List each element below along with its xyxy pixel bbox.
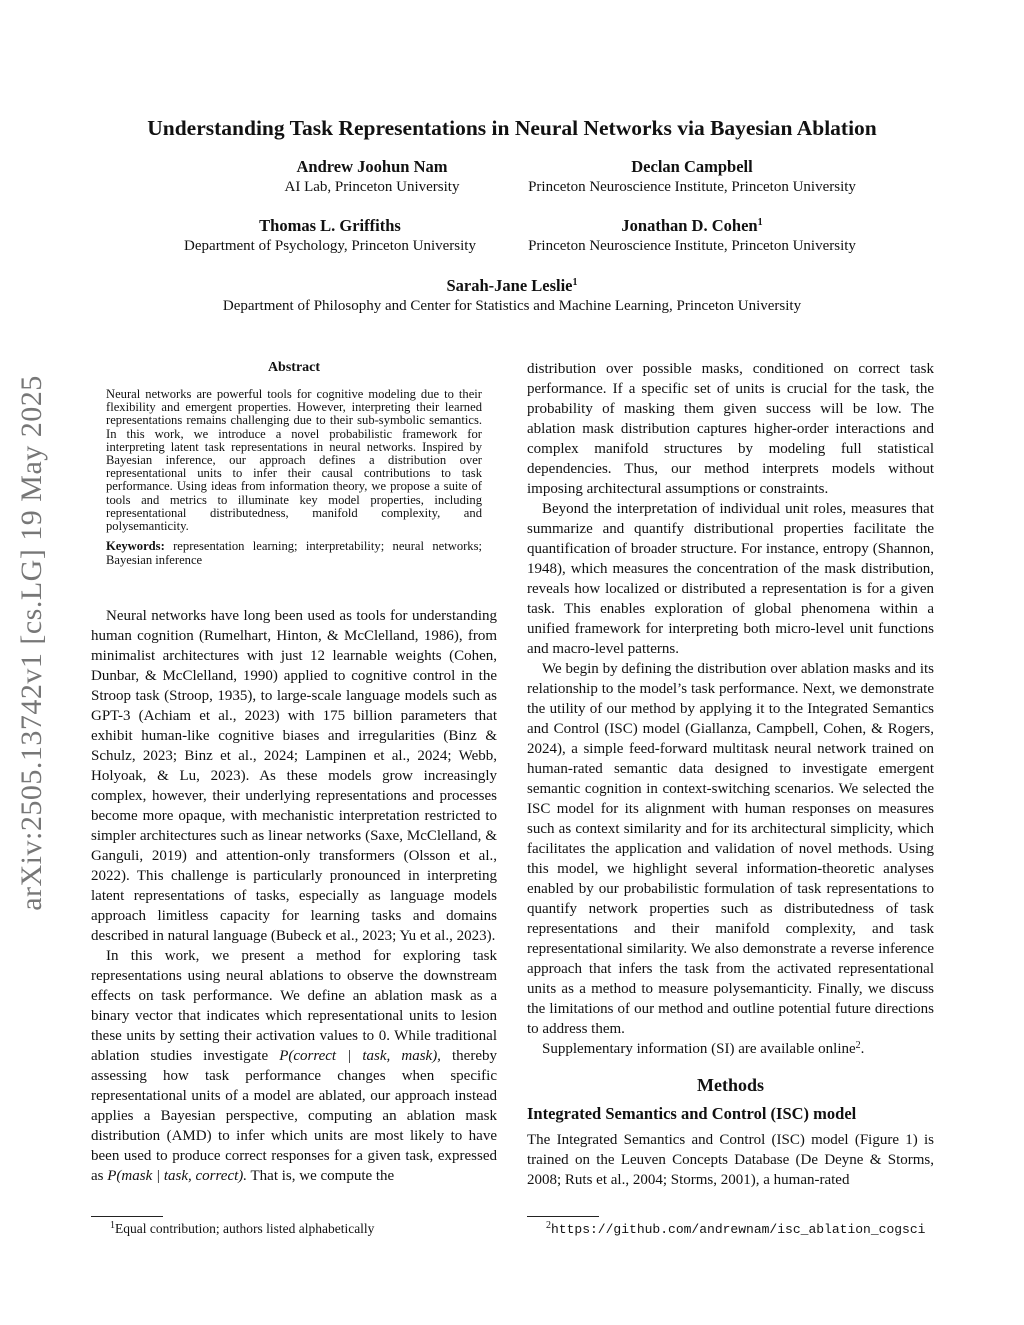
math-expression: P(mask | task, correct). [107,1168,248,1184]
paragraph: Supplementary information (SI) are available online$^2$. [542,1040,865,1057]
paragraph: Neural networks have long been used as tools for understanding human cognition (Rumelhart, Hinton, & McClelland, 1986), from minimalist architectures with just 12 learnable weights (Cohen, Dunbar, & McClelland, 1990) applied to cognitive control in the Stroop task (Stroop, 1935), to large-scale language models such as GPT-3 (Achiam et al., 2023) with 175 billion parameters that exhibit human-like cognitive biases and irregularities (Binz & Schulz, 2023; Binz et al., 2024; Lampinen et al., 2024; Webb, Holyoak, & Lu, 2023). As these models grow increasingly complex, however, their underlying representations and processes become more opaque, with mechanistic interpretation restricted to simpler architectures such as linear networks (Saxe, McClelland, & Ganguli, 2019) and attention-only transformers (Olsson et al., 2022). This challenge is particularly pronounced in interpreting latent representations of tasks, especially as language models approach limitless capacity for learning tasks and domains described in natural language (Bubeck et al., 2023; Yu et al., 2023). [91,608,497,944]
author-name: Thomas L. Griffiths [259,216,401,235]
author-affiliation: Princeton Neuroscience Institute, Princeton University [528,179,856,195]
paragraph: distribution over possible masks, conditioned on correct task performance. If a specific set of units is crucial for the task, the probability of masking them given success will be low. The ablation mask distribution captures higher-order interactions and complex manifold structures by modeling full statistical dependencies. Thus, our method interprets models without imposing architectural assumptions or constraints. [527,361,934,497]
keywords: Keywords: representation learning; interpretability; neural networks; Bayesian inference [106,539,483,568]
paragraph: Beyond the interpretation of individual unit roles, measures that summarize and quantify distributional properties facilitate the quantification of broader structure. For instance, entropy (Shannon, 1948), which measures the concentration of the mask distribution, reveals how localized or distributed a representation is for a given task. This enables exploration of global phenomena within a unified framework for interpreting both micro-level unit functions and macro-level patterns. [527,501,934,657]
abstract-heading: Abstract [267,360,321,375]
author-block [232,157,512,197]
paper-title: Understanding Task Representations in Neural Networks via Bayesian Ablation [147,116,877,140]
author-name: Jonathan D. Cohen$^1$ [621,216,763,235]
author-affiliation: AI Lab, Princeton University [284,179,460,195]
section-heading: Methods [697,1075,764,1095]
author-block [502,216,882,256]
author-affiliation: Princeton Neuroscience Institute, Princeton University [528,238,856,254]
affiliation-mark: 1 [572,277,578,288]
author-affiliation: Department of Psychology, Princeton University [184,238,476,254]
author-name: Sarah-Jane Leslie$^1$ [446,276,578,295]
left-body [91,606,497,1186]
paragraph: The Integrated Semantics and Control (ISC) model (Figure 1) is trained on the Leuven Concepts Database (De Deyne & Storms, 2008; Ruts et al., 2004; Storms, 2001), a human-rated [527,1132,934,1188]
affiliation-mark: 1 [757,217,763,228]
footnote [546,1221,946,1238]
footnote-mark: 2 [546,1220,551,1231]
footnote-link[interactable]: https://github.com/andrewnam/isc_ablation_cogsci [551,1222,926,1237]
abstract-text: Neural networks are powerful tools for cognitive modeling due to their flexibility and emergent properties. However, interpreting their learned representations remains challenging due to their sub-symbolic semantics. In this work, we introduce a novel probabilistic framework for interpreting latent task representations in neural networks. Inspired by Bayesian inference, our approach defines a distribution over representational units to infer their causal contributions to task performance. Using ideas from information theory, we propose a suite of tools and metrics to illuminate key model properties, including representational distributedness, manifold complexity, and polysemanticity. [106,387,482,534]
footnote-rule [527,1216,599,1217]
footnote-rule [91,1216,163,1217]
right-body [527,359,934,1190]
paragraph: In this work, we present a method for exploring task representations using neural ablations to observe the downstream effects on task performance. We define an ablation mask as a binary vector that indicates which representational units to lesion these units by setting their activation values to 0. While traditional ablation studies investigate P(correct | task, mask), thereby assessing how task performance changes when specific representational units of a model are ablated, our approach instead applies a Bayesian perspective, computing an ablation mask distribution (AMD) to infer which units are most likely to have been used to produce correct responses for a given task, expressed as P(mask | task, correct). That is, we compute the [91,948,497,1184]
footnote-mark: 2 [855,1040,861,1051]
author-block [502,157,882,197]
author-block [155,216,505,256]
author-affiliation: Department of Philosophy and Center for Statistics and Machine Learning, Princeton University [222,298,802,314]
subsection-heading: Integrated Semantics and Control (ISC) model [527,1104,857,1123]
footnote-mark: 1 [110,1220,115,1231]
author-name: Andrew Joohun Nam [296,157,448,176]
paragraph: We begin by defining the distribution over ablation masks and its relationship to the model’s task performance. Next, we demonstrate the utility of our method by applying it to the Integrated Semantics and Control (ISC) model (Giallanza, Campbell, Cohen, & Rogers, 2024), a simple feed-forward multitask neural network trained on human-rated semantic data designed to investigate emergent semantic cognition in context-switching scenarios. We selected the ISC model for its alignment with human responses on measures such as context similarity and for its architectural simplicity, which facilitates the application and validation of novel methods. Using this model, we highlight several information-theoretic analyses enabled by our probabilistic formulation of task representations to quantify network properties such as distributedness of task representations and their manifold complexity, and task representational similarity. We also demonstrate a reverse inference approach that infers the task from the activated representational units as a method to measure polysemanticity. Finally, we discuss the limitations of our method and outline potential future directions to address them. [527,661,934,1037]
author-name: Declan Campbell [631,157,753,176]
left-column [91,360,497,567]
author-block [0,276,1024,316]
arxiv-stamp: arXiv:2505.13742v1 [cs.LG] 19 May 2025 [15,374,48,911]
footnote: $^1$Equal contribution; authors listed alphabetically [110,1220,375,1236]
math-expression: P(correct | task, mask), [279,1048,441,1064]
